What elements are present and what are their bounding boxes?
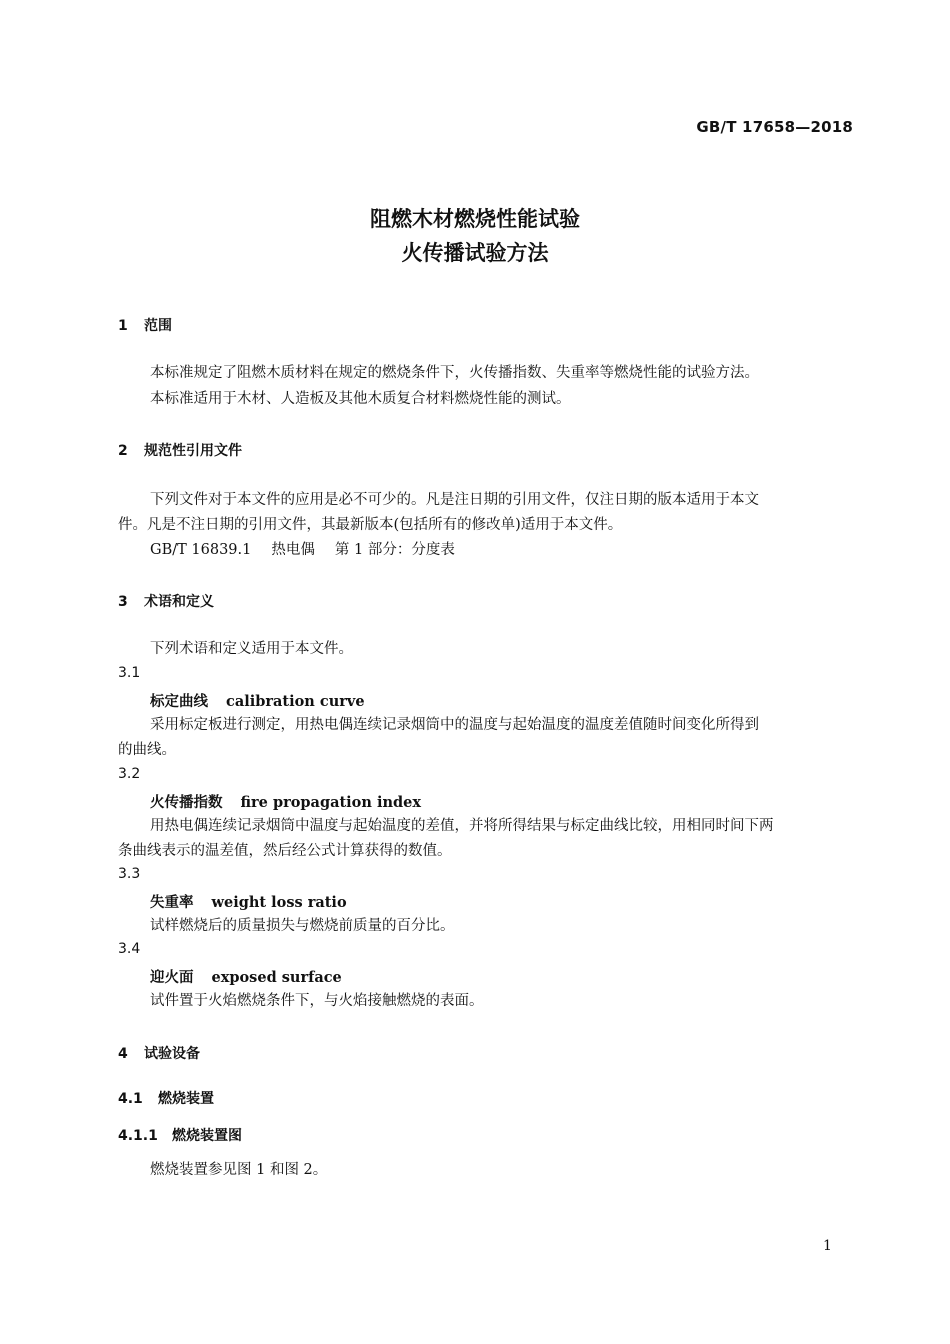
section-1-paragraph-1: 本标准规定了阻燃木质材料在规定的燃烧条件下，火传播指数、失重率等燃烧性能的试验方法。 — [150, 365, 759, 381]
section-2-paragraph-line2: 件。凡是不注日期的引用文件，其最新版本(包括所有的修改单)适用于本文件。 — [118, 517, 623, 533]
section-3-heading — [118, 591, 214, 611]
section-4-heading — [118, 1043, 200, 1063]
term-3-3-number: 3.3 — [118, 866, 141, 882]
term-3-1-number: 3.1 — [118, 665, 141, 681]
reference-title-part2: 第 1 部分：分度表 — [334, 542, 455, 558]
section-4-1-heading — [118, 1088, 214, 1108]
reference-title-part1: 热电偶 — [271, 542, 315, 558]
section-1-paragraph-2: 本标准适用于木材、人造板及其他木质复合材料燃烧性能的测试。 — [150, 391, 571, 407]
section-1-heading — [118, 315, 172, 335]
term-3-1-definition-line1: 采用标定板进行测定，用热电偶连续记录烟筒中的温度与起始温度的温度差值随时间变化所得到 — [150, 717, 759, 733]
term-3-4-definition: 试件置于火焰燃烧条件下，与火焰接触燃烧的表面。 — [150, 993, 484, 1009]
section-title: 规范性引用文件 — [144, 443, 242, 459]
term-3-1 — [150, 690, 365, 711]
section-number: 3 — [118, 594, 128, 610]
term-english: weight loss ratio — [211, 894, 347, 911]
term-3-2-definition-line2: 条曲线表示的温差值，然后经公式计算获得的数值。 — [118, 843, 452, 859]
section-2-heading — [118, 440, 242, 460]
section-number: 2 — [118, 443, 128, 459]
term-3-4-number: 3.4 — [118, 941, 141, 957]
section-4-1-1-heading — [118, 1125, 242, 1145]
section-number: 4.1 — [118, 1091, 143, 1107]
term-3-4 — [150, 966, 342, 987]
normative-reference — [150, 537, 455, 563]
reference-code: GB/T 16839.1 — [150, 542, 252, 558]
section-number: 4.1.1 — [118, 1128, 158, 1144]
term-3-1-definition-line2: 的曲线。 — [118, 742, 176, 758]
document-title-line2: 火传播试验方法 — [401, 241, 549, 265]
section-title: 范围 — [144, 318, 172, 334]
document-title-line1: 阻燃木材燃烧性能试验 — [370, 207, 580, 231]
standard-number: GB/T 17658—2018 — [696, 118, 853, 136]
term-chinese: 火传播指数 — [150, 795, 223, 811]
section-number: 4 — [118, 1046, 128, 1062]
section-title: 燃烧装置图 — [172, 1128, 242, 1144]
term-english: exposed surface — [211, 969, 342, 986]
term-3-3-definition: 试样燃烧后的质量损失与燃烧前质量的百分比。 — [150, 918, 455, 934]
term-3-2-definition-line1: 用热电偶连续记录烟筒中温度与起始温度的差值，并将所得结果与标定曲线比较，用相同时间下两 — [150, 818, 774, 834]
term-chinese: 标定曲线 — [150, 694, 208, 710]
section-title: 燃烧装置 — [158, 1091, 214, 1107]
page-number: 1 — [823, 1238, 832, 1254]
term-3-3 — [150, 891, 347, 912]
term-chinese: 迎火面 — [150, 970, 194, 986]
term-chinese: 失重率 — [150, 895, 194, 911]
term-3-2-number: 3.2 — [118, 766, 141, 782]
section-title: 术语和定义 — [144, 594, 214, 610]
term-3-2 — [150, 791, 421, 812]
section-4-1-1-paragraph: 燃烧装置参见图 1 和图 2。 — [150, 1162, 328, 1178]
section-2-paragraph-line1: 下列文件对于本文件的应用是必不可少的。凡是注日期的引用文件，仅注日期的版本适用于本文 — [150, 492, 759, 508]
section-title: 试验设备 — [144, 1046, 200, 1062]
section-3-intro: 下列术语和定义适用于本文件。 — [150, 641, 353, 657]
term-english: fire propagation index — [240, 794, 421, 811]
section-number: 1 — [118, 318, 128, 334]
term-english: calibration curve — [226, 693, 365, 710]
